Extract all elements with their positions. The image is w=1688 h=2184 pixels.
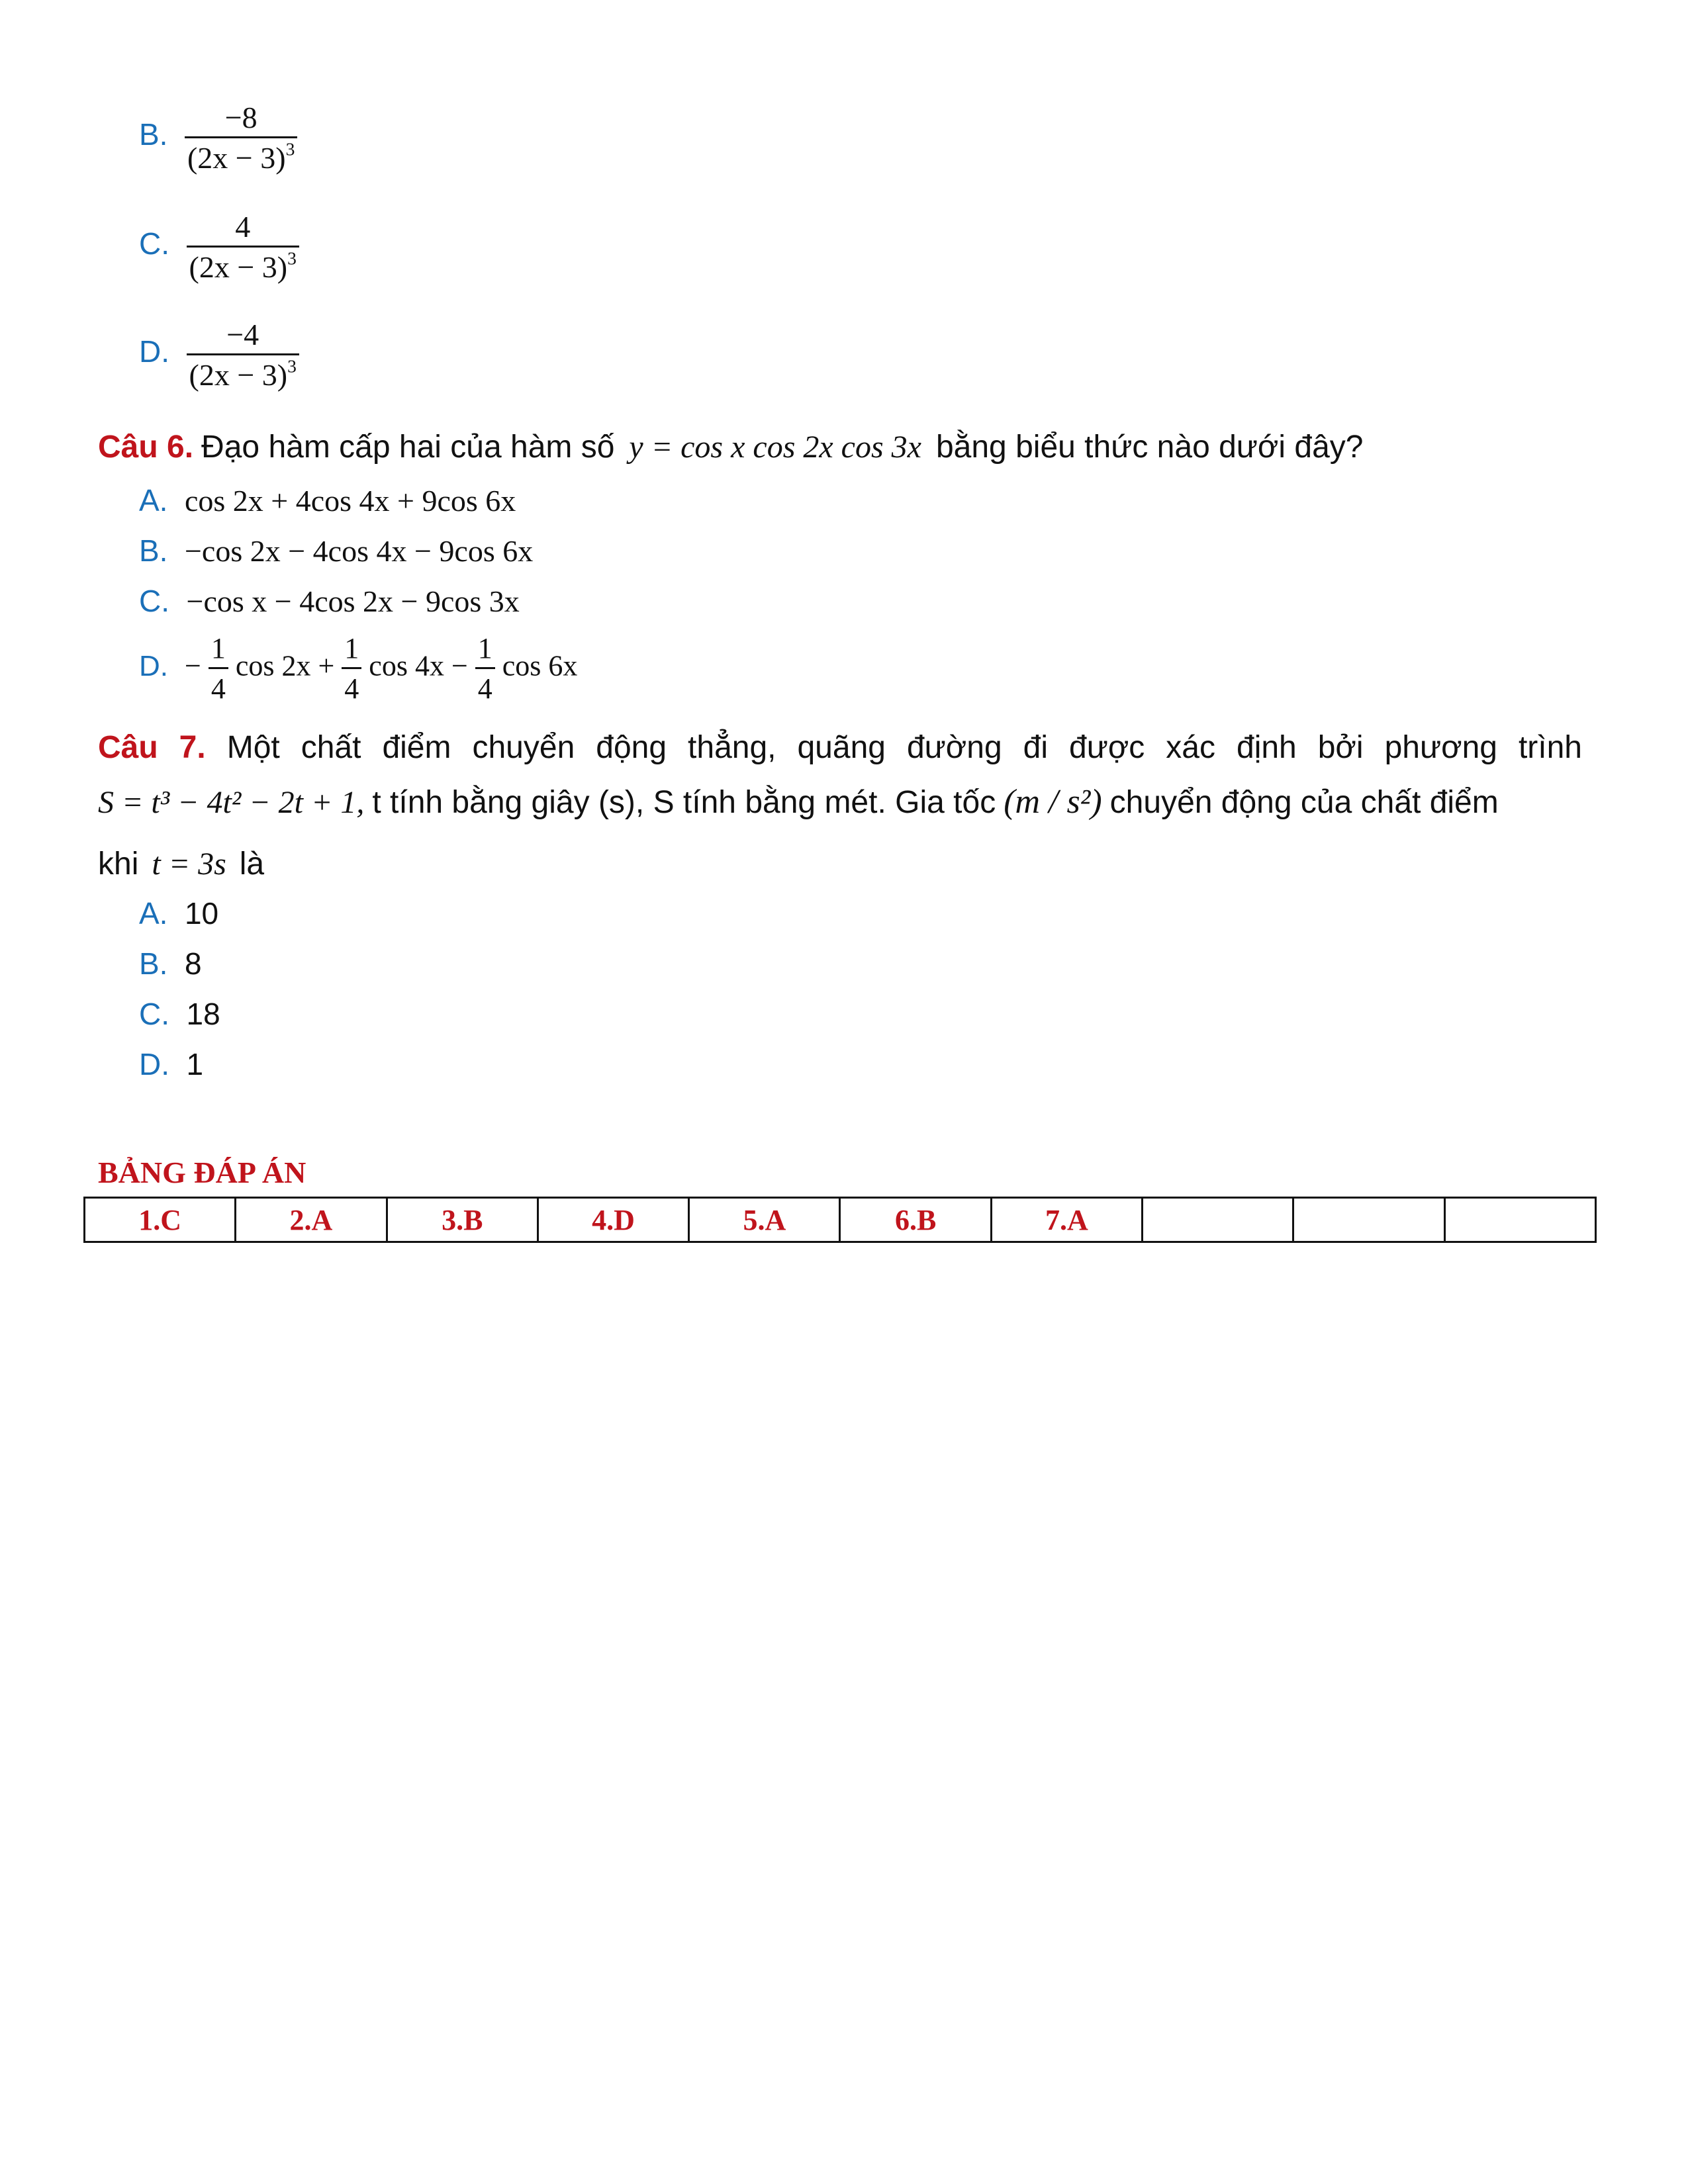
numerator: −8	[224, 101, 258, 134]
fraction	[187, 316, 299, 394]
denominator: (2x − 3)	[187, 141, 286, 175]
question-text-end: bằng biểu thức nào dưới đây?	[935, 430, 1364, 465]
option-label: B.	[139, 946, 168, 981]
option-label: C.	[139, 997, 169, 1031]
question-text: Đạo hàm cấp hai của hàm số	[201, 430, 615, 465]
fraction-one-fourth: $\frac{1}{4}$	[475, 630, 495, 707]
q6-option-b	[139, 532, 533, 570]
option-label: D.	[139, 1047, 169, 1081]
exponent: 3	[287, 248, 297, 269]
time-value: t = 3s	[152, 846, 226, 882]
numerator: 4	[235, 210, 251, 244]
numerator: −4	[226, 318, 259, 351]
denominator: (2x − 3)	[189, 250, 288, 284]
q6-option-d	[139, 630, 577, 707]
option-text: 18	[186, 997, 220, 1031]
question-text-end: chuyển động của chất điểm	[1109, 785, 1499, 820]
question-6	[98, 428, 1582, 467]
term-cos-6x: cos 6x	[502, 649, 578, 682]
exponent: 3	[285, 138, 295, 159]
option-text: 8	[184, 946, 202, 981]
fraction-one-fourth: $\frac{1}{4}$	[209, 630, 228, 707]
answer-cell: 5.A	[689, 1198, 840, 1242]
question-7-line-2	[98, 782, 1582, 823]
fraction-one-fourth: $\frac{1}{4}$	[342, 630, 361, 707]
fraction	[185, 99, 297, 177]
option-text: −cos x − 4cos 2x − 9cos 3x	[186, 584, 520, 618]
answer-cell: 6.B	[840, 1198, 991, 1242]
question-formula: y = cos x cos 2x cos 3x	[629, 430, 921, 465]
answer-cell: 3.B	[387, 1198, 538, 1242]
answer-table-title: BẢNG ĐÁP ÁN	[98, 1156, 306, 1189]
answer-cell	[1293, 1198, 1444, 1242]
question-text: t tính bằng giây (s), S tính bằng mét. Gia tốc	[372, 785, 996, 820]
q7-option-b	[139, 945, 202, 983]
option-label: B.	[139, 117, 168, 152]
option-label: A.	[139, 896, 168, 931]
option-text: 10	[184, 896, 219, 931]
acceleration-unit: (m / s²)	[1004, 783, 1102, 821]
question-number: Câu 6.	[98, 430, 194, 465]
q6-option-c	[139, 582, 520, 620]
question-number: Câu 7.	[98, 730, 206, 765]
motion-equation: S = t³ − 4t² − 2t + 1,	[98, 785, 365, 820]
option-label: D.	[139, 649, 168, 682]
q5-option-d	[139, 316, 299, 394]
option-label: B.	[139, 533, 168, 568]
exponent: 3	[287, 355, 297, 377]
answer-cell: 7.A	[991, 1198, 1142, 1242]
q5-option-c	[139, 208, 299, 286]
q6-option-a	[139, 482, 516, 520]
answer-cell	[1444, 1198, 1595, 1242]
q7-option-a	[139, 895, 218, 933]
q7-option-d	[139, 1046, 203, 1083]
option-label: C.	[139, 584, 169, 618]
answer-cell: 2.A	[236, 1198, 387, 1242]
minus-sign: −	[185, 649, 201, 682]
option-label: D.	[139, 334, 169, 369]
table-row	[85, 1198, 1596, 1242]
option-label: C.	[139, 226, 169, 261]
question-7-line-3: khi t = 3s là	[98, 846, 265, 882]
denominator: (2x − 3)	[189, 358, 288, 392]
term-cos-4x: cos 4x −	[369, 649, 468, 682]
q7-option-c	[139, 995, 220, 1033]
option-text: cos 2x + 4cos 4x + 9cos 6x	[184, 484, 516, 518]
option-text: 1	[186, 1047, 204, 1081]
answer-table	[83, 1197, 1597, 1243]
fraction	[187, 208, 299, 286]
option-label: A.	[139, 483, 168, 518]
option-text: −cos 2x − 4cos 4x − 9cos 6x	[184, 534, 534, 568]
question-text: Một chất điểm chuyển động thẳng, quãng đường đi được xác định bởi phương trình	[226, 730, 1583, 765]
question-7-line-1	[98, 728, 1582, 768]
q5-option-b	[139, 99, 297, 177]
answer-cell	[1143, 1198, 1293, 1242]
term-cos-2x: cos 2x +	[235, 649, 335, 682]
answer-cell: 1.C	[85, 1198, 236, 1242]
answer-cell: 4.D	[538, 1198, 688, 1242]
